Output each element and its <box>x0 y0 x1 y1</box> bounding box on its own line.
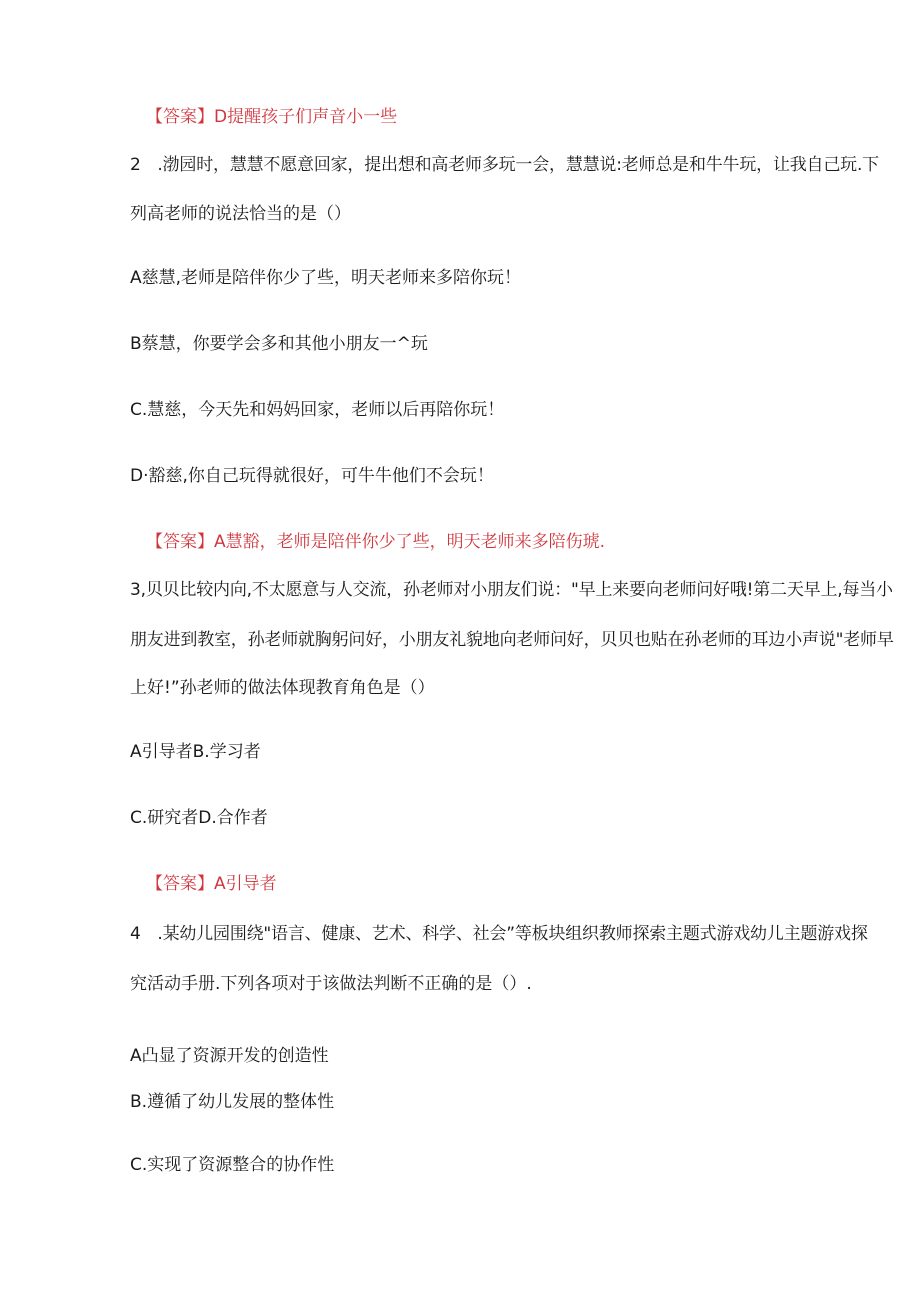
question-4-line-1: 4 .某幼儿园围绕"语言、健康、艺术、科学、社会”等板块组织教师探索主题式游戏幼儿主题游戏探 <box>130 924 868 944</box>
answer-q2: 【答案】A慧豁，老师是陪伴你少了些，明天老师来多陪伤琥. <box>146 532 606 552</box>
question-3-line-1: 3,贝贝比较内向,不太愿意与人交流，孙老师对小朋友们说："早上来要向老师问好哦!第二天早上,每当小 <box>130 580 893 600</box>
question-2-option-b: B蔡慧，你要学会多和其他小朋友一^玩 <box>130 334 428 354</box>
question-3-line-2: 朋友进到教室，孙老师就胸躬问好，小朋友礼貌地向老师问好，贝贝也贴在孙老师的耳边小声说"老师早 <box>130 630 894 650</box>
answer-q3: 【答案】A引导者 <box>146 874 277 894</box>
question-4-option-a: A凸显了资源开发的创造性 <box>130 1046 329 1066</box>
question-2-option-c: C.慧慈，今天先和妈妈回家，老师以后再陪你玩！ <box>130 400 505 420</box>
question-3-options-ab: A引导者B.学习者 <box>130 742 261 762</box>
question-2-line-1: 2 .渤园时，慧慧不愿意回家，提出想和高老师多玩一会，慧慧说:老师总是和牛牛玩，让我自己玩.下 <box>130 155 879 175</box>
answer-q1: 【答案】D提醒孩子们声音小一些 <box>146 107 398 127</box>
question-3-options-cd: C.研究者D.合作者 <box>130 808 268 828</box>
question-4-line-2: 究活动手册.下列各项对于该做法判断不正确的是（）. <box>130 974 532 994</box>
question-2-option-d: D·豁慈,你自己玩得就很好，可牛牛他们不会玩！ <box>130 466 494 486</box>
question-2-option-a: A慈慧,老师是陪伴你少了些，明天老师来多陪你玩！ <box>130 268 522 288</box>
question-2-line-2: 列高老师的说法恰当的是（） <box>130 204 351 224</box>
question-4-option-c: C.实现了资源整合的协作性 <box>130 1155 335 1175</box>
question-4-option-b: B.遵循了幼儿发展的整体性 <box>130 1092 335 1112</box>
question-3-line-3: 上好!”孙老师的做法体现教育角色是（） <box>130 678 435 698</box>
